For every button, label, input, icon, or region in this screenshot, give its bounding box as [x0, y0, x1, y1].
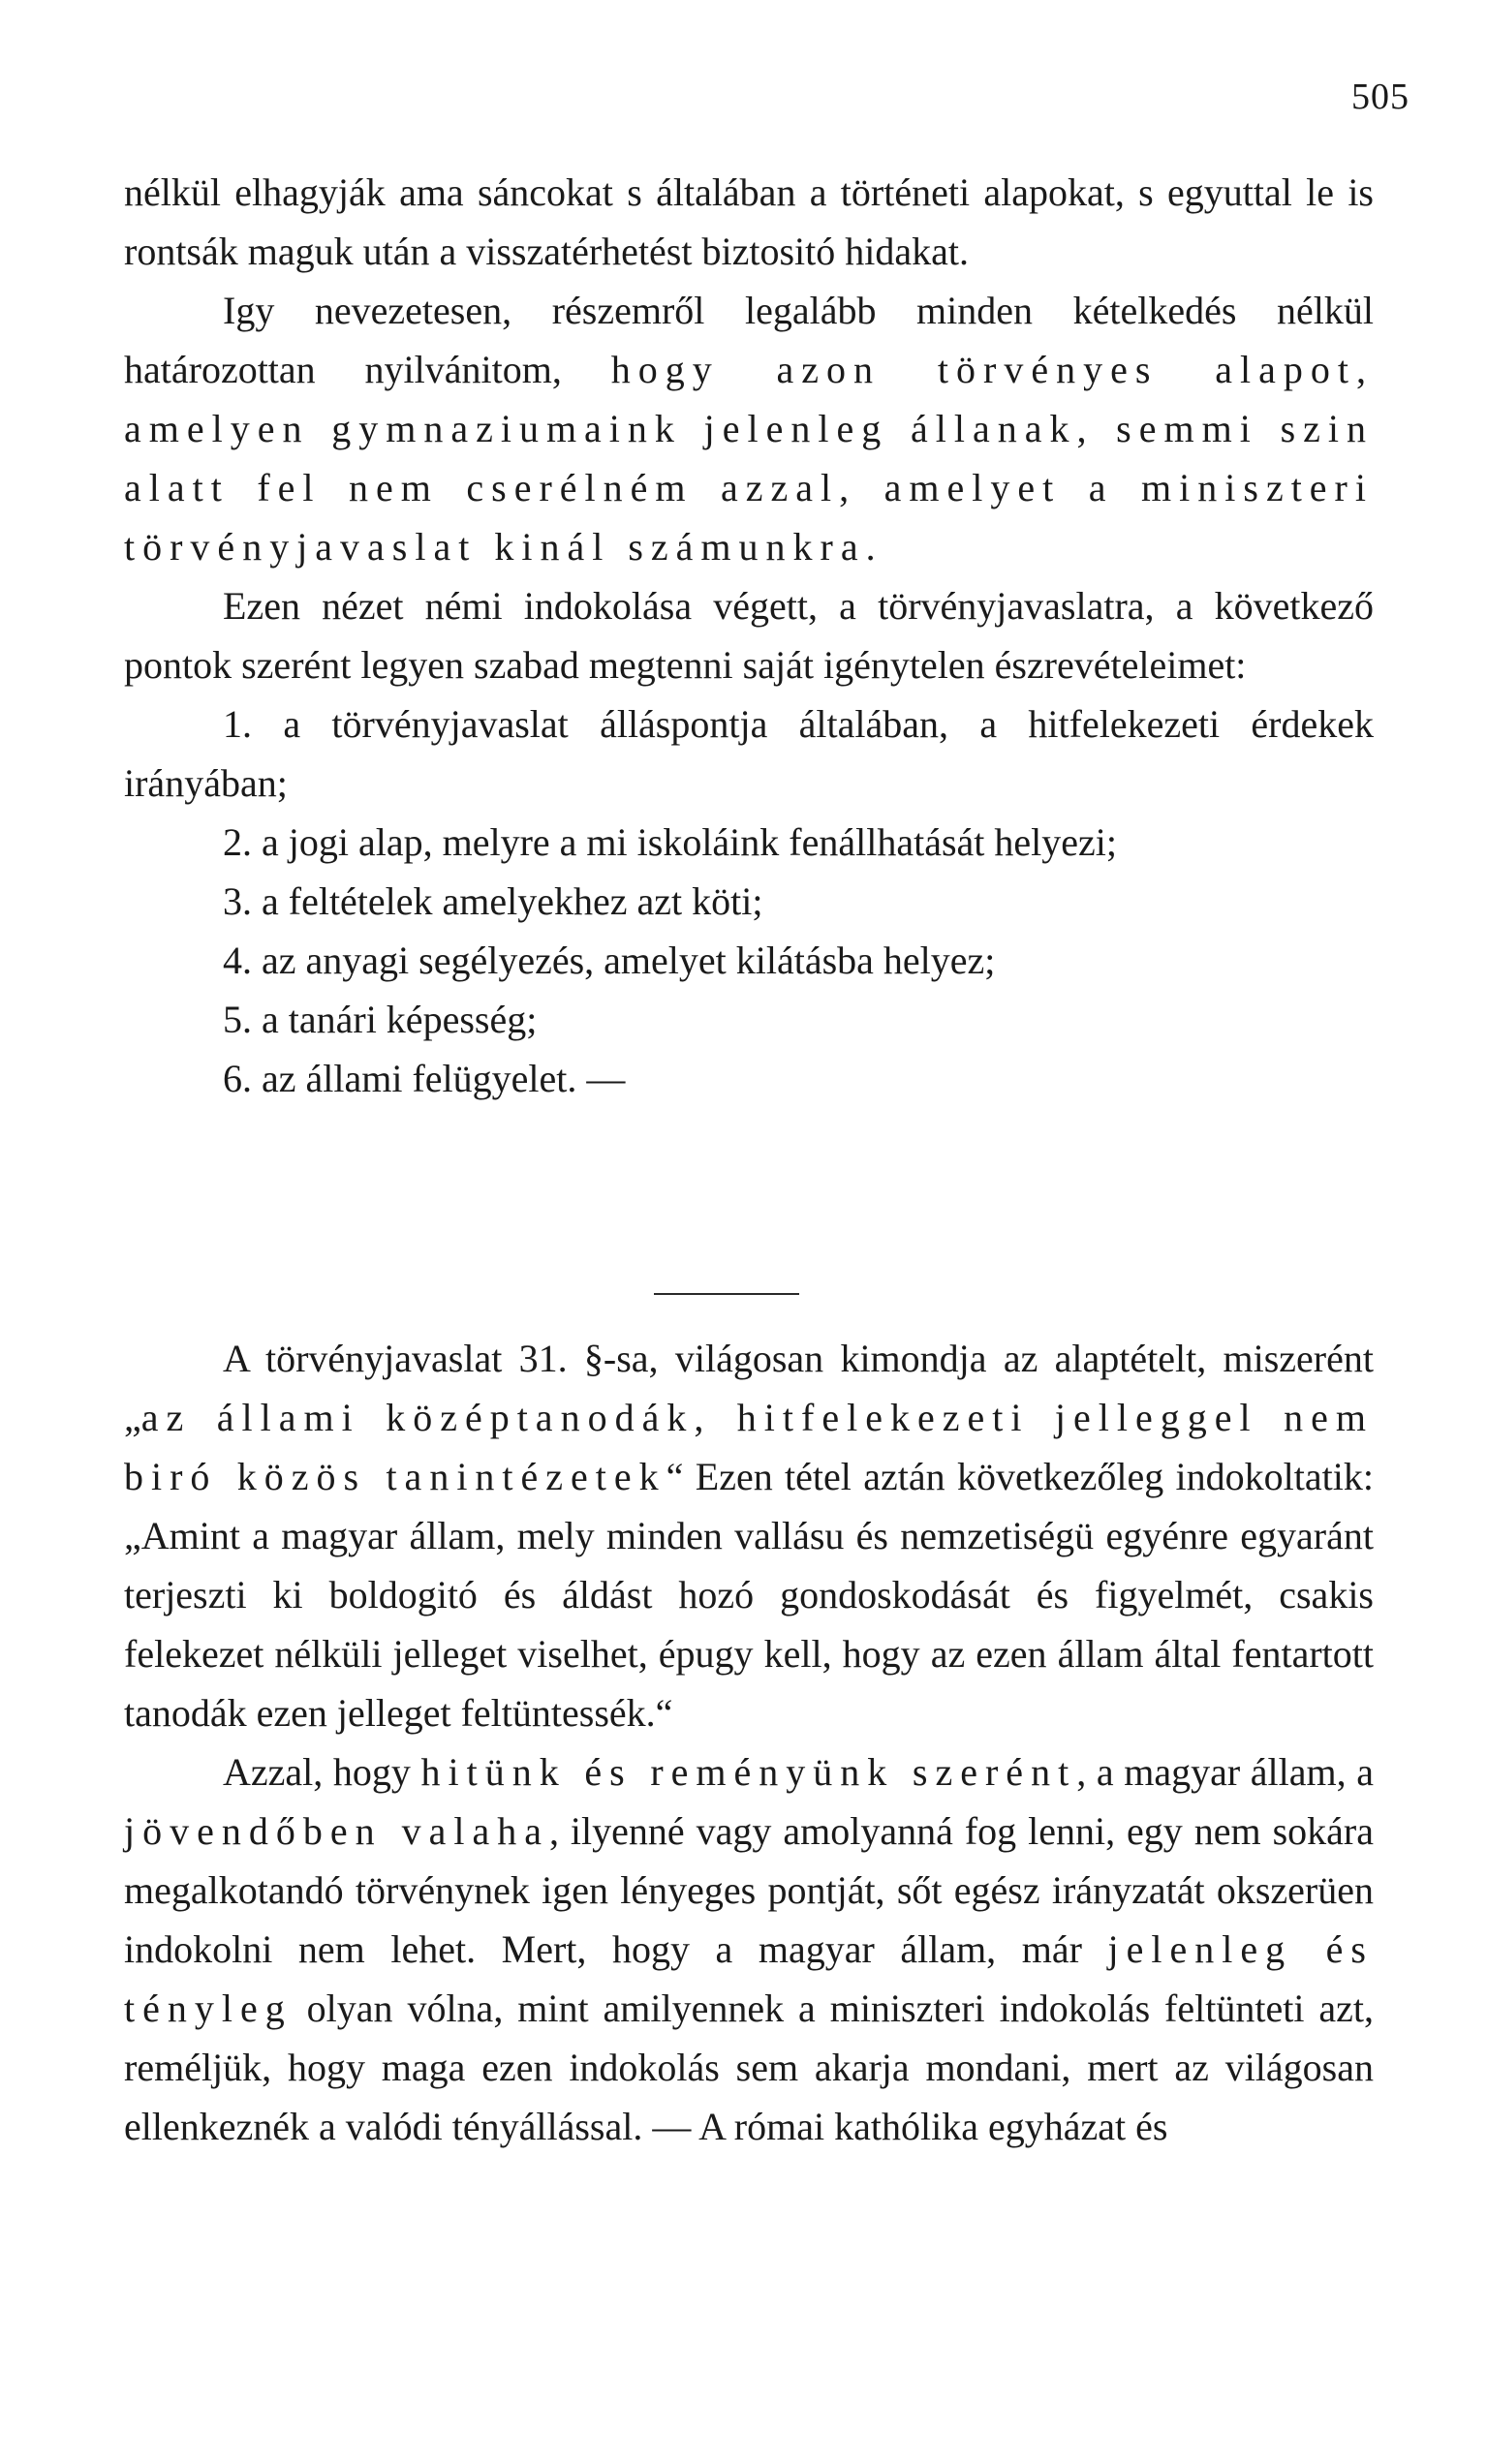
paragraph-quote: [124, 1329, 1374, 1742]
quote-intro: A törvényjavaslat 31. §-sa, világosan kimondja az alaptételt, miszerént „: [124, 1337, 1374, 1439]
argument-part-a: Azzal, hogy: [223, 1750, 421, 1794]
paragraph-intro-points: Ezen nézet némi indokolása végett, a törvényjavaslatra, a következő pontok szerént legyen szabad megtenni saját igénytelen észrevételeimet:: [124, 584, 1374, 687]
list-item: 3. a feltételek amelyekhez azt köti;: [223, 879, 763, 923]
paragraph-statement: [124, 281, 1374, 576]
list-item: 1. a törvényjavaslat álláspontja általában, a hitfelekezeti érdekek irányában;: [124, 702, 1374, 805]
paragraph-argument: [124, 1742, 1374, 2156]
list-item: 2. a jogi alap, melyre a mi iskoláink fenállhatását helyezi;: [223, 820, 1118, 864]
argument-part-c: , a magyar állam, a: [1076, 1750, 1375, 1794]
argument-emphasis-present: jelenleg és tényleg: [124, 1927, 1375, 2030]
argument-emphasis-future: jövendőben valaha: [124, 1809, 549, 1853]
list-item: 5. a tanári képesség;: [223, 998, 538, 1041]
page-number: 505: [1351, 77, 1410, 117]
section-divider: [654, 1293, 799, 1295]
paragraph-continuation: nélkül elhagyják ama sáncokat s általában a történeti alapokat, s egyuttal le is rontsák maguk után a visszatérhetést biztositó hidakat.: [124, 170, 1374, 273]
argument-part-e: , ilyenné vagy amolyanná fog lenni, egy nem sokára megalkotandó törvénynek igen lényeges pontját, sőt egész irányzatát okszerüen indokolni nem lehet. Mert, hogy a magyar állam, már: [124, 1809, 1374, 1971]
argument-part-g: olyan vólna, mint amilyennek a miniszteri indokolás feltünteti azt, reméljük, hogy maga ezen indokolás sem akarja mondani, mert az világosan ellenkeznék a valódi tényállással. — A római kathólika egyházat és: [124, 1987, 1374, 2148]
argument-emphasis-hope: hitünk és reményünk szerént: [420, 1750, 1077, 1794]
statement-emphasis: hogy azon törvényes alapot, amelyen gymnaziumaink jelenleg állanak, semmi szin alatt fel nem cserélném azzal, amelyet a miniszteri törvényjavaslat kinál számunkra.: [124, 348, 1375, 569]
list-item: 4. az anyagi segélyezés, amelyet kilátásba helyez;: [223, 939, 996, 982]
list-item: 6. az állami felügyelet. —: [223, 1057, 626, 1100]
text-block-lower: [124, 1329, 1374, 2156]
statement-intro: Igy nevezetesen, részemről legalább minden kételkedés nélkül határozottan nyilvánitom,: [124, 289, 1374, 391]
text-block-upper: [124, 163, 1374, 1108]
quote-rest: “ Ezen tétel aztán következőleg indokoltatik: „Amint a magyar állam, mely minden vallásu és nemzetiségü egyénre egyaránt terjeszti ki boldogitó és áldást hozó gondoskodását és figyelmét, csakis felekezet nélküli jelleget viselhet, épugy kell, hogy az ezen állam által fentartott tanodák ezen jelleget feltüntessék.“: [124, 1455, 1374, 1735]
quote-emphasis: az állami középtanodák, hitfelekezeti jelleggel nem biró közös tanintézetek: [124, 1396, 1374, 1498]
